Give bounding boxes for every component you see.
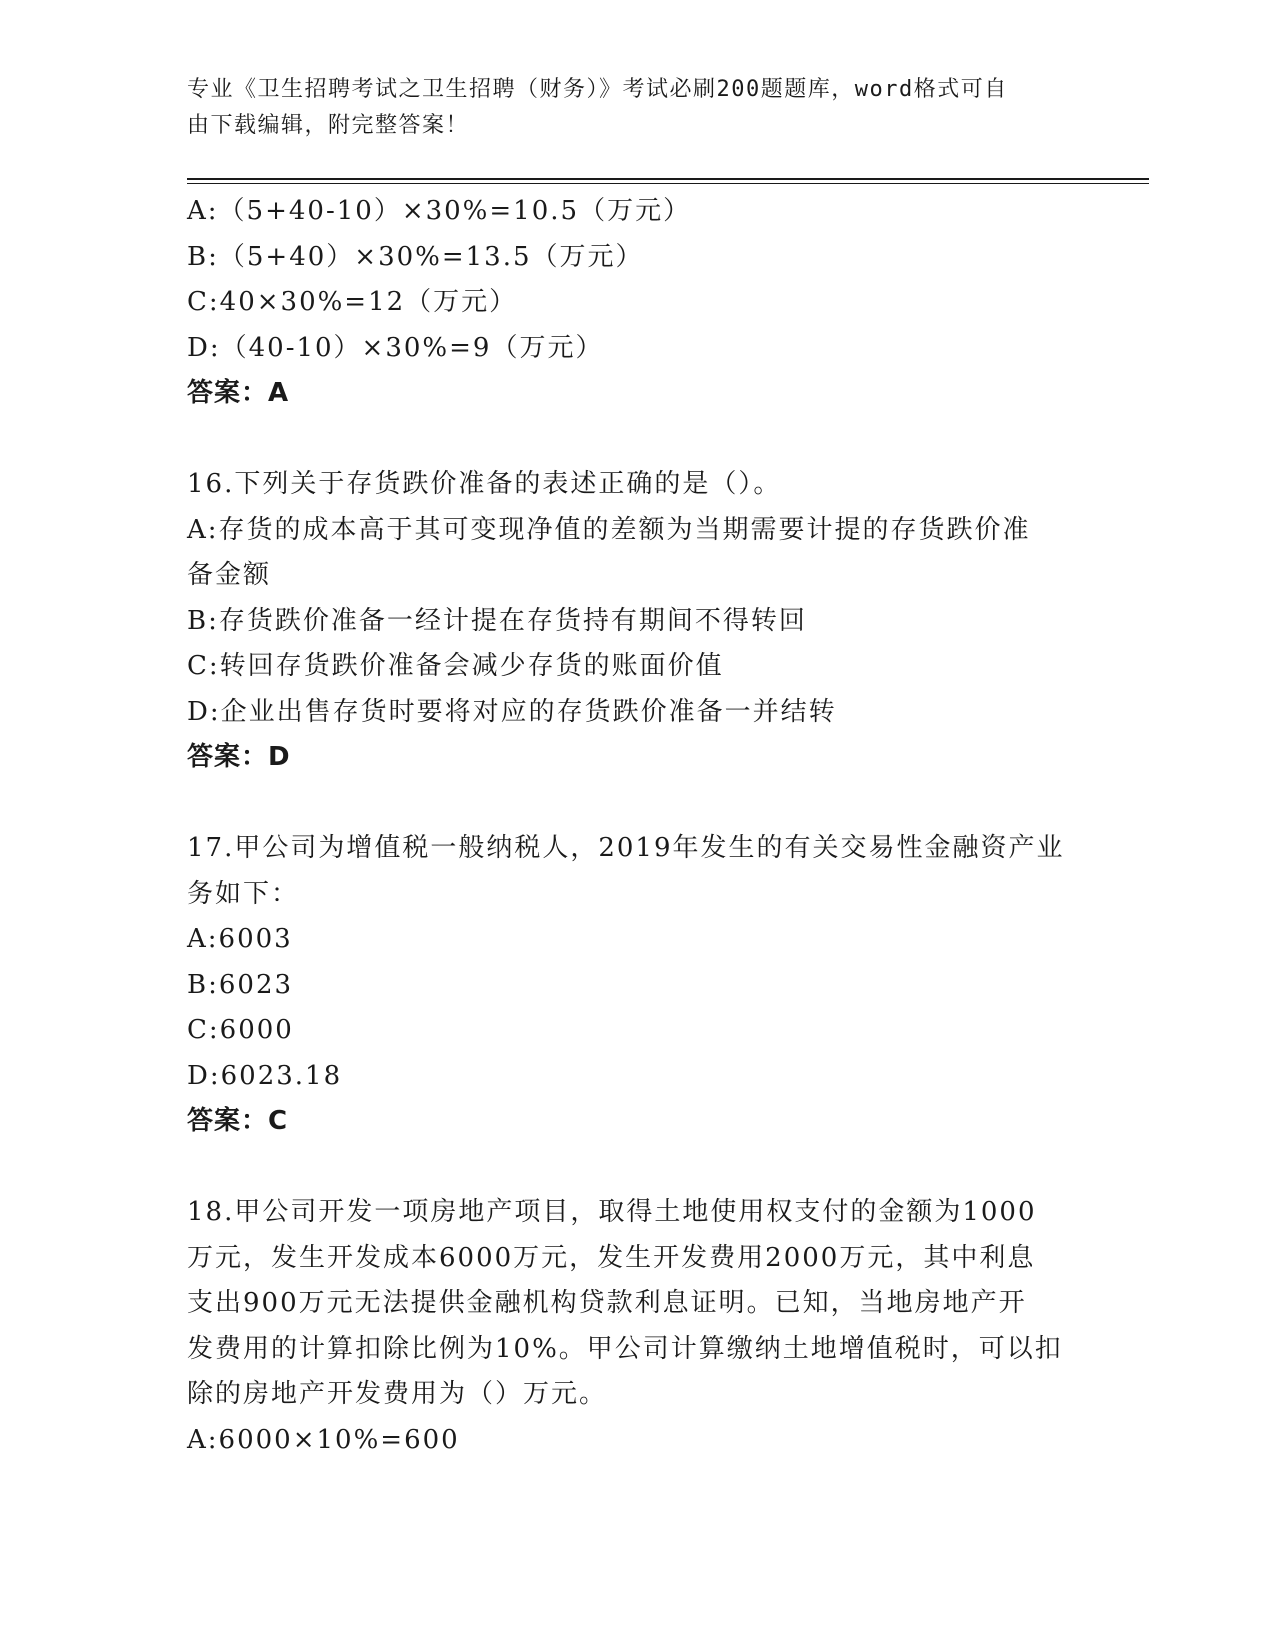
question-16 [187, 462, 1087, 781]
question-17 [187, 826, 1087, 1145]
document-header [187, 72, 1067, 144]
option-b: B:存货跌价准备一经计提在存货持有期间不得转回 [187, 605, 807, 636]
option-a-continued: 备金额 [187, 560, 272, 590]
question-stem: 18.甲公司开发一项房地产项目，取得土地使用权支付的金额为1000 [187, 1197, 1037, 1227]
option-b: B:（5+40）×30%=13.5（万元） [187, 241, 644, 272]
question-stem-continued: 万元，发生开发成本6000万元，发生开发费用2000万元，其中利息 [187, 1242, 1036, 1273]
answer: 答案：C [187, 1106, 289, 1136]
option-a: A:存货的成本高于其可变现净值的差额为当期需要计提的存货跌价准 [187, 514, 1031, 545]
question-stem: 16.下列关于存货跌价准备的表述正确的是（）。 [187, 469, 782, 499]
question-stem-continued: 支出900万元无法提供金融机构贷款利息证明。已知，当地房地产开 [187, 1288, 1027, 1318]
header-line-2: 由下载编辑，附完整答案！ [187, 113, 470, 138]
spacer [187, 417, 1087, 463]
spacer [187, 1145, 1087, 1191]
question-stem-continued: 务如下： [187, 878, 300, 909]
answer: 答案：D [187, 742, 291, 772]
option-a: A:6003 [187, 924, 293, 954]
question-stem-continued: 除的房地产开发费用为（）万元。 [187, 1379, 608, 1409]
option-b: B:6023 [187, 969, 294, 1000]
option-a: A:6000×10%=600 [187, 1424, 460, 1455]
header-rule-thick [187, 178, 1149, 180]
question-stem-continued: 发费用的计算扣除比例为10%。甲公司计算缴纳土地增值税时，可以扣 [187, 1333, 1063, 1364]
question-18 [187, 1190, 1087, 1463]
option-c: C:40×30%=12（万元） [187, 287, 518, 317]
option-d: D:企业出售存货时要将对应的存货跌价准备一并结转 [187, 696, 837, 727]
option-c: C:6000 [187, 1015, 294, 1045]
option-a: A:（5+40-10）×30%=10.5（万元） [187, 196, 692, 226]
question-15 [187, 189, 1087, 417]
answer: 答案：A [187, 378, 290, 408]
header-line-1: 专业《卫生招聘考试之卫生招聘（财务）》考试必刷200题题库，word格式可自 [187, 77, 1008, 102]
option-d: D:6023.18 [187, 1060, 343, 1091]
spacer [187, 781, 1087, 827]
header-rule-thin [187, 183, 1149, 184]
question-stem: 17.甲公司为增值税一般纳税人，2019年发生的有关交易性金融资产业 [187, 833, 1065, 863]
option-c: C:转回存货跌价准备会减少存货的账面价值 [187, 651, 724, 681]
option-d: D:（40-10）×30%=9（万元） [187, 332, 604, 363]
question-content [187, 189, 1087, 1463]
